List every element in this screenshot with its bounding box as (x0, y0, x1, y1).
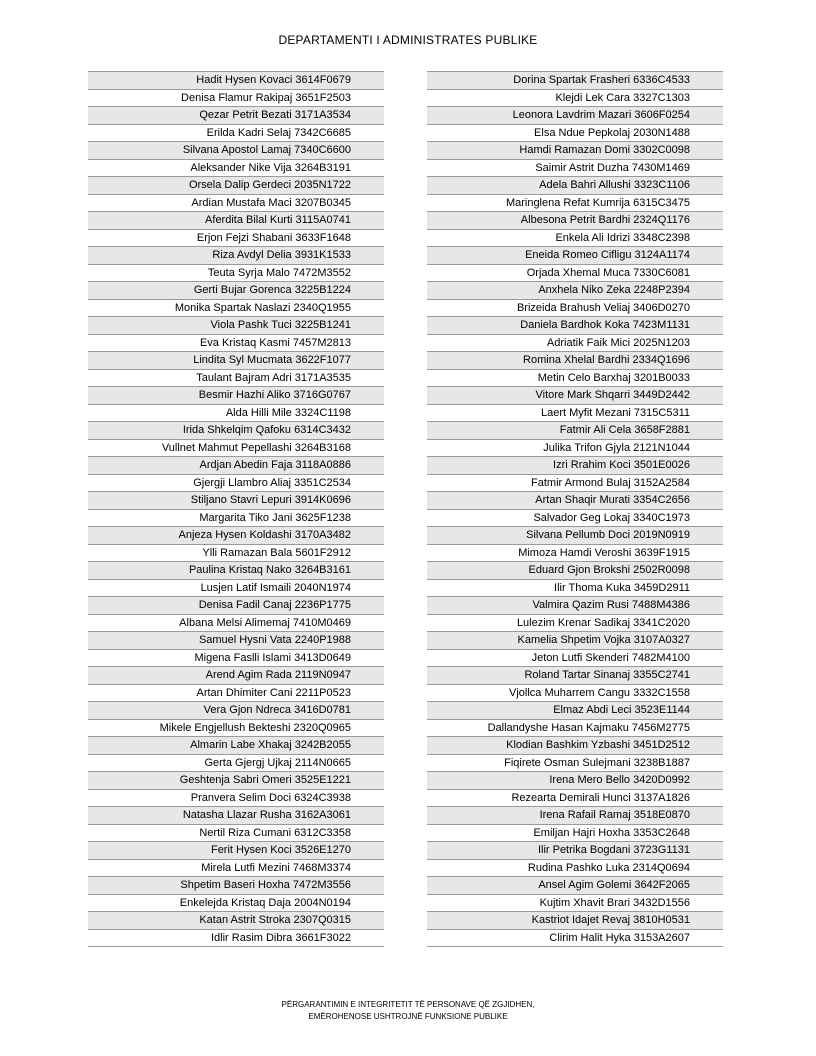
list-item: Saimir Astrit Duzha 7430M1469 (427, 160, 723, 178)
list-item: Paulina Kristaq Nako 3264B3161 (88, 562, 384, 580)
list-item: Ilir Petrika Bogdani 3723G1131 (427, 842, 723, 860)
list-item: Orjada Xhemal Muca 7330C6081 (427, 265, 723, 283)
list-item: Adriatik Faik Mici 2025N1203 (427, 335, 723, 353)
footer-line-1: PËRGARANTIMIN E INTEGRITETIT TË PERSONAVE QË ZGJIDHEN, (281, 1000, 535, 1009)
list-item: Dallandyshe Hasan Kajmaku 7456M2775 (427, 720, 723, 738)
list-item: Vjollca Muharrem Cangu 3332C1558 (427, 685, 723, 703)
list-item: Clirim Halit Hyka 3153A2607 (427, 930, 723, 948)
list-item: Jeton Lutfi Skenderi 7482M4100 (427, 650, 723, 668)
list-item: Qezar Petrit Bezati 3171A3534 (88, 107, 384, 125)
list-item: Aferdita Bilal Kurti 3115A0741 (88, 212, 384, 230)
list-item: Kastriot Idajet Revaj 3810H0531 (427, 912, 723, 930)
list-item: Ardian Mustafa Maci 3207B0345 (88, 195, 384, 213)
list-item: Ilir Thoma Kuka 3459D2911 (427, 580, 723, 598)
list-item: Valmira Qazim Rusi 7488M4386 (427, 597, 723, 615)
list-item: Izri Rrahim Koci 3501E0026 (427, 457, 723, 475)
list-item: Migena Faslli Islami 3413D0649 (88, 650, 384, 668)
list-item: Klejdi Lek Cara 3327C1303 (427, 90, 723, 108)
list-item: Arend Agim Rada 2119N0947 (88, 667, 384, 685)
list-item: Eneida Romeo Cifligu 3124A1174 (427, 247, 723, 265)
list-item: Monika Spartak Naslazi 2340Q1955 (88, 300, 384, 318)
list-item: Klodian Bashkim Yzbashi 3451D2512 (427, 737, 723, 755)
list-item: Pranvera Selim Doci 6324C3938 (88, 790, 384, 808)
list-item: Roland Tartar Sinanaj 3355C2741 (427, 667, 723, 685)
list-item: Lindita Syl Mucmata 3622F1077 (88, 352, 384, 370)
list-item: Vera Gjon Ndreca 3416D0781 (88, 702, 384, 720)
list-item: Nertil Riza Cumani 6312C3358 (88, 825, 384, 843)
list-item: Artan Shaqir Murati 3354C2656 (427, 492, 723, 510)
list-item: Fiqirete Osman Sulejmani 3238B1887 (427, 755, 723, 773)
list-item: Enkelejda Kristaq Daja 2004N0194 (88, 895, 384, 913)
list-item: Anxhela Niko Zeka 2248P2394 (427, 282, 723, 300)
list-item: Elsa Ndue Pepkolaj 2030N1488 (427, 125, 723, 143)
list-item: Kamelia Shpetim Vojka 3107A0327 (427, 632, 723, 650)
list-item: Gjergji Llambro Aliaj 3351C2534 (88, 475, 384, 493)
list-item: Silvana Pellumb Doci 2019N0919 (427, 527, 723, 545)
list-item: Eva Kristaq Kasmi 7457M2813 (88, 335, 384, 353)
list-item: Romina Xhelal Bardhi 2334Q1696 (427, 352, 723, 370)
list-item: Erjon Fejzi Shabani 3633F1648 (88, 230, 384, 248)
left-name-list (88, 71, 384, 947)
list-item: Margarita Tiko Jani 3625F1238 (88, 510, 384, 528)
list-item: Albesona Petrit Bardhi 2324Q1176 (427, 212, 723, 230)
list-item: Denisa Fadil Canaj 2236P1775 (88, 597, 384, 615)
list-item: Lulezim Krenar Sadikaj 3341C2020 (427, 615, 723, 633)
list-item: Orsela Dalip Gerdeci 2035N1722 (88, 177, 384, 195)
list-item: Katan Astrit Stroka 2307Q0315 (88, 912, 384, 930)
list-item: Mikele Engjellush Bekteshi 2320Q0965 (88, 720, 384, 738)
list-item: Vitore Mark Shqarri 3449D2442 (427, 387, 723, 405)
list-item: Samuel Hysni Vata 2240P1988 (88, 632, 384, 650)
list-item: Maringlena Refat Kumrija 6315C3475 (427, 195, 723, 213)
list-item: Julika Trifon Gjyla 2121N1044 (427, 440, 723, 458)
page-title: DEPARTAMENTI I ADMINISTRATES PUBLIKE (278, 33, 538, 47)
list-item: Rezearta Demirali Hunci 3137A1826 (427, 790, 723, 808)
list-item: Salvador Geg Lokaj 3340C1973 (427, 510, 723, 528)
list-item: Dorina Spartak Frasheri 6336C4533 (427, 72, 723, 90)
list-item: Gerta Gjergj Ujkaj 2114N0665 (88, 755, 384, 773)
list-item: Gerti Bujar Gorenca 3225B1224 (88, 282, 384, 300)
list-item: Irida Shkelqim Qafoku 6314C3432 (88, 422, 384, 440)
footer (0, 999, 816, 1023)
list-item: Hadit Hysen Kovaci 3614F0679 (88, 72, 384, 90)
list-item: Eduard Gjon Brokshi 2502R0098 (427, 562, 723, 580)
list-item: Ylli Ramazan Bala 5601F2912 (88, 545, 384, 563)
list-item: Metin Celo Barxhaj 3201B0033 (427, 370, 723, 388)
list-item: Emiljan Hajri Hoxha 3353C2648 (427, 825, 723, 843)
list-item: Teuta Syrja Malo 7472M3552 (88, 265, 384, 283)
list-item: Anjeza Hysen Koldashi 3170A3482 (88, 527, 384, 545)
list-item: Mirela Lutfi Mezini 7468M3374 (88, 860, 384, 878)
list-item: Adela Bahri Allushi 3323C1106 (427, 177, 723, 195)
list-item: Idlir Rasim Dibra 3661F3022 (88, 930, 384, 948)
list-item: Taulant Bajram Adri 3171A3535 (88, 370, 384, 388)
list-item: Fatmir Ali Cela 3658F2881 (427, 422, 723, 440)
list-item: Albana Melsi Alimemaj 7410M0469 (88, 615, 384, 633)
list-item: Natasha Llazar Rusha 3162A3061 (88, 807, 384, 825)
list-item: Ferit Hysen Koci 3526E1270 (88, 842, 384, 860)
list-item: Artan Dhimiter Cani 2211P0523 (88, 685, 384, 703)
list-item: Ansel Agim Golemi 3642F2065 (427, 877, 723, 895)
list-item: Mimoza Hamdi Veroshi 3639F1915 (427, 545, 723, 563)
list-item: Aleksander Nike Vija 3264B3191 (88, 160, 384, 178)
footer-line-2: EMËROHENOSE USHTROJNË FUNKSIONE PUBLIKE (308, 1012, 508, 1021)
list-item: Daniela Bardhok Koka 7423M1131 (427, 317, 723, 335)
list-item: Shpetim Baseri Hoxha 7472M3556 (88, 877, 384, 895)
list-item: Ardjan Abedin Faja 3118A0886 (88, 457, 384, 475)
list-item: Laert Myfit Mezani 7315C5311 (427, 405, 723, 423)
list-item: Almarin Labe Xhakaj 3242B2055 (88, 737, 384, 755)
list-item: Kujtim Xhavit Brari 3432D1556 (427, 895, 723, 913)
list-item: Denisa Flamur Rakipaj 3651F2503 (88, 90, 384, 108)
list-item: Hamdi Ramazan Domi 3302C0098 (427, 142, 723, 160)
list-item: Elmaz Abdi Leci 3523E1144 (427, 702, 723, 720)
list-item: Erilda Kadri Selaj 7342C6685 (88, 125, 384, 143)
list-item: Besmir Hazhi Aliko 3716G0767 (88, 387, 384, 405)
list-item: Alda Hilli Mile 3324C1198 (88, 405, 384, 423)
list-item: Irena Rafail Ramaj 3518E0870 (427, 807, 723, 825)
list-item: Enkela Ali Idrizi 3348C2398 (427, 230, 723, 248)
list-item: Leonora Lavdrim Mazari 3606F0254 (427, 107, 723, 125)
list-item: Vullnet Mahmut Pepellashi 3264B3168 (88, 440, 384, 458)
list-item: Lusjen Latif Ismaili 2040N1974 (88, 580, 384, 598)
list-item: Brizeida Brahush Veliaj 3406D0270 (427, 300, 723, 318)
list-item: Stiljano Stavri Lepuri 3914K0696 (88, 492, 384, 510)
list-item: Viola Pashk Tuci 3225B1241 (88, 317, 384, 335)
list-item: Irena Mero Bello 3420D0992 (427, 772, 723, 790)
list-item: Geshtenja Sabri Omeri 3525E1221 (88, 772, 384, 790)
list-item: Rudina Pashko Luka 2314Q0694 (427, 860, 723, 878)
right-name-list (427, 71, 723, 947)
list-item: Riza Avdyl Delia 3931K1533 (88, 247, 384, 265)
list-item: Silvana Apostol Lamaj 7340C6600 (88, 142, 384, 160)
list-item: Fatmir Armond Bulaj 3152A2584 (427, 475, 723, 493)
